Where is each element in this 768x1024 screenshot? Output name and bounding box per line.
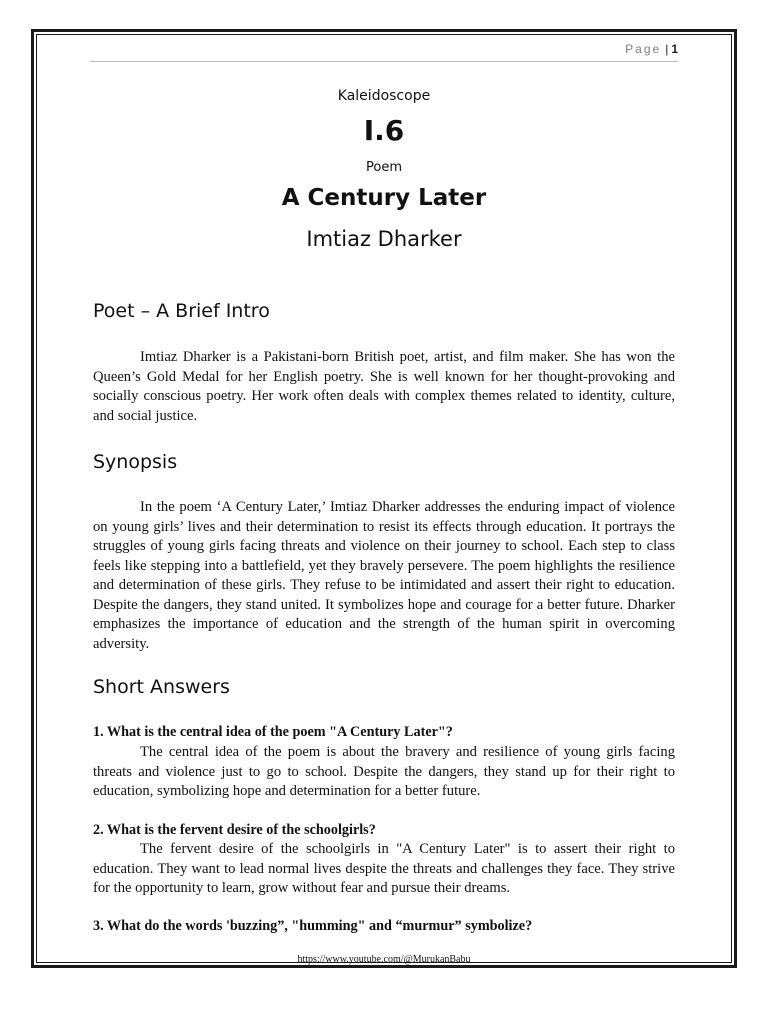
poem-title: A Century Later bbox=[281, 185, 487, 211]
intro-text: Imtiaz Dharker is a Pakistani-born British poet, artist, and film maker. She has won the Queen’s Gold Medal for her English poetry. She is well known for her thought-provoking and socially conscious poetry. Her work often deals with complex themes related to identity, culture, and social justice. bbox=[93, 349, 675, 424]
short-answers-heading: Short Answers bbox=[93, 676, 230, 698]
footer-url: https://www.youtube.com/@MurukanBabu bbox=[297, 954, 471, 965]
synopsis-text: In the poem ‘A Century Later,’ Imtiaz Dharker addresses the enduring impact of violence on young girls’ lives and their determination to resist its effects through education. It portrays the struggles of young girls facing threats and violence on their journey to school. Each step to class feels like stepping into a battlefield, yet they bravely persevere. The poem highlights the resilience and determination of these girls. They refuse to be intimidated and assert their right to education. Despite the dangers, they stand united. It symbolizes hope and courage for a better future. Dharker emphasizes the importance of education and the strength of the human spirit in overcoming adversity. bbox=[93, 499, 675, 652]
intro-paragraph bbox=[93, 348, 675, 426]
question-1: 1. What is the central idea of the poem "A Century Later"? bbox=[93, 724, 453, 740]
page-separator: | bbox=[665, 42, 669, 56]
page-header bbox=[90, 42, 678, 62]
poem-author: Imtiaz Dharker bbox=[306, 227, 462, 251]
question-3: 3. What do the words 'buzzing”, "humming" and “murmur” symbolize? bbox=[93, 918, 533, 934]
unit-number: I.6 bbox=[363, 114, 405, 147]
answer-2 bbox=[93, 840, 675, 899]
text-kind: Poem bbox=[366, 160, 402, 175]
answer-2-text: The fervent desire of the schoolgirls in "A Century Later" is to assert their right to education. They want to lead normal lives despite the threats and challenges they face. They strive for the opportunity to learn, grow without fear and pursue their dreams. bbox=[93, 841, 675, 896]
question-2: 2. What is the fervent desire of the schoolgirls? bbox=[93, 822, 376, 838]
synopsis-paragraph bbox=[93, 498, 675, 654]
intro-heading: Poet – A Brief Intro bbox=[93, 300, 270, 322]
page-label: Page bbox=[625, 42, 662, 56]
series-name: Kaleidoscope bbox=[337, 88, 431, 104]
synopsis-heading: Synopsis bbox=[93, 451, 178, 473]
page-number: 1 bbox=[671, 42, 678, 56]
answer-1-text: The central idea of the poem is about the bravery and resilience of young girls facing threats and violence just to go to school. Despite the dangers, they stand up for their right to education, symbolizing hope and determination for a better future. bbox=[93, 744, 675, 799]
answer-1 bbox=[93, 743, 675, 802]
